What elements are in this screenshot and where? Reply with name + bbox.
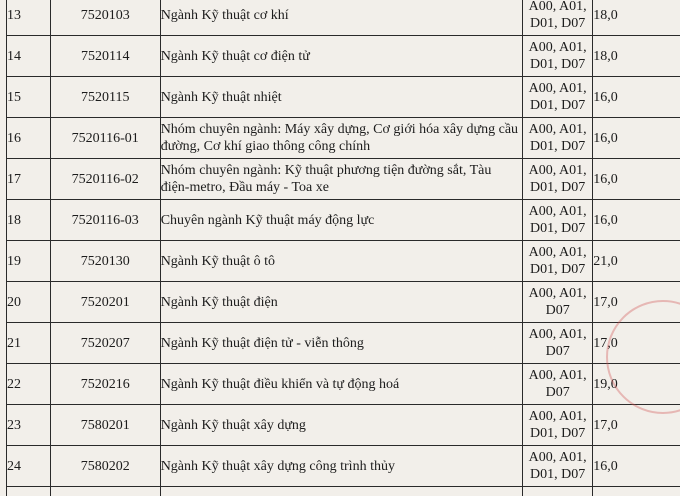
combo-line-1: A00, A01,	[528, 286, 587, 301]
row-number-cell: 22	[7, 364, 51, 405]
row-number-cell: 15	[7, 77, 51, 118]
subject-combo-cell	[523, 405, 593, 446]
table-row	[7, 200, 680, 241]
major-name-cell: Ngành Kỹ thuật điều khiển và tự động hoá	[160, 364, 522, 405]
score-cell: 19,0	[593, 364, 680, 405]
table-row	[7, 323, 680, 364]
combo-line-1: A00, A01,	[528, 245, 587, 260]
table-row	[7, 282, 680, 323]
score-cell: 16,0	[593, 446, 680, 487]
major-name-cell: Nhóm chuyên ngành: Kỹ thuật phương tiện đường sắt, Tàu điện-metro, Đầu máy - Toa xe	[160, 159, 522, 200]
empty-cell	[523, 487, 593, 496]
combo-line-2: D07	[545, 303, 570, 318]
major-name-cell: Nhóm chuyên ngành: Máy xây dựng, Cơ giới hóa xây dựng cầu đường, Cơ khí giao thông công chính	[160, 118, 522, 159]
combo-line-1: A00, A01,	[528, 450, 587, 465]
table-row	[7, 77, 680, 118]
combo-line-2: D01, D07	[530, 426, 586, 441]
score-cell: 16,0	[593, 200, 680, 241]
major-code-cell: 7520216	[50, 364, 160, 405]
combo-line-2: D01, D07	[530, 16, 586, 31]
subject-combo-cell	[523, 282, 593, 323]
table-row-partial	[7, 487, 680, 496]
empty-cell	[50, 487, 160, 496]
score-cell: 18,0	[593, 0, 680, 36]
subject-combo-cell	[523, 446, 593, 487]
major-name-cell: Ngành Kỹ thuật ô tô	[160, 241, 522, 282]
subject-combo-cell	[523, 364, 593, 405]
row-number-cell: 17	[7, 159, 51, 200]
subject-combo-cell	[523, 323, 593, 364]
combo-line-2: D01, D07	[530, 467, 586, 482]
table-row	[7, 118, 680, 159]
row-number-cell: 18	[7, 200, 51, 241]
combo-line-2: D07	[545, 385, 570, 400]
score-cell: 16,0	[593, 77, 680, 118]
combo-line-1: A00, A01,	[528, 409, 587, 424]
major-code-cell: 7580201	[50, 405, 160, 446]
major-code-cell: 7520115	[50, 77, 160, 118]
row-number-cell: 21	[7, 323, 51, 364]
score-cell: 16,0	[593, 118, 680, 159]
subject-combo-cell	[523, 159, 593, 200]
table-row	[7, 405, 680, 446]
admission-score-table	[6, 0, 680, 496]
major-name-cell: Ngành Kỹ thuật điện	[160, 282, 522, 323]
subject-combo-cell	[523, 241, 593, 282]
major-name-cell: Ngành Kỹ thuật xây dựng	[160, 405, 522, 446]
row-number-cell: 20	[7, 282, 51, 323]
score-cell: 18,0	[593, 36, 680, 77]
row-number-cell: 19	[7, 241, 51, 282]
subject-combo-cell	[523, 0, 593, 36]
combo-line-1: A00, A01,	[528, 0, 587, 14]
combo-line-1: A00, A01,	[528, 204, 587, 219]
major-name-cell: Ngành Kỹ thuật cơ khí	[160, 0, 522, 36]
row-number-cell: 13	[7, 0, 51, 36]
major-name-cell: Ngành Kỹ thuật nhiệt	[160, 77, 522, 118]
row-number-cell: 14	[7, 36, 51, 77]
combo-line-2: D01, D07	[530, 139, 586, 154]
major-name-cell: Ngành Kỹ thuật cơ điện tử	[160, 36, 522, 77]
combo-line-1: A00, A01,	[528, 40, 587, 55]
empty-cell	[7, 487, 51, 496]
empty-cell	[593, 487, 680, 496]
combo-line-1: A00, A01,	[528, 163, 587, 178]
score-cell: 16,0	[593, 159, 680, 200]
major-code-cell: 7520116-02	[50, 159, 160, 200]
combo-line-1: A00, A01,	[528, 327, 587, 342]
row-number-cell: 23	[7, 405, 51, 446]
table-row	[7, 0, 680, 36]
major-code-cell: 7520114	[50, 36, 160, 77]
combo-line-2: D07	[545, 344, 570, 359]
combo-line-2: D01, D07	[530, 57, 586, 72]
combo-line-1: A00, A01,	[528, 81, 587, 96]
table-row	[7, 36, 680, 77]
major-code-cell: 7520201	[50, 282, 160, 323]
major-code-cell: 7520207	[50, 323, 160, 364]
major-code-cell: 7520130	[50, 241, 160, 282]
empty-cell	[160, 487, 522, 496]
subject-combo-cell	[523, 36, 593, 77]
subject-combo-cell	[523, 77, 593, 118]
major-name-cell: Ngành Kỹ thuật xây dựng công trình thủy	[160, 446, 522, 487]
row-number-cell: 24	[7, 446, 51, 487]
major-name-cell: Chuyên ngành Kỹ thuật máy động lực	[160, 200, 522, 241]
table-row	[7, 446, 680, 487]
major-name-cell: Ngành Kỹ thuật điện tử - viễn thông	[160, 323, 522, 364]
major-code-cell: 7580202	[50, 446, 160, 487]
combo-line-1: A00, A01,	[528, 368, 587, 383]
combo-line-1: A00, A01,	[528, 122, 587, 137]
row-number-cell: 16	[7, 118, 51, 159]
score-cell: 17,0	[593, 323, 680, 364]
score-cell: 17,0	[593, 405, 680, 446]
combo-line-2: D01, D07	[530, 98, 586, 113]
major-code-cell: 7520103	[50, 0, 160, 36]
combo-line-2: D01, D07	[530, 221, 586, 236]
combo-line-2: D01, D07	[530, 180, 586, 195]
table-row	[7, 364, 680, 405]
score-cell: 21,0	[593, 241, 680, 282]
subject-combo-cell	[523, 118, 593, 159]
table-row	[7, 241, 680, 282]
combo-line-2: D01, D07	[530, 262, 586, 277]
score-cell: 17,0	[593, 282, 680, 323]
subject-combo-cell	[523, 200, 593, 241]
major-code-cell: 7520116-03	[50, 200, 160, 241]
table-row	[7, 159, 680, 200]
major-code-cell: 7520116-01	[50, 118, 160, 159]
